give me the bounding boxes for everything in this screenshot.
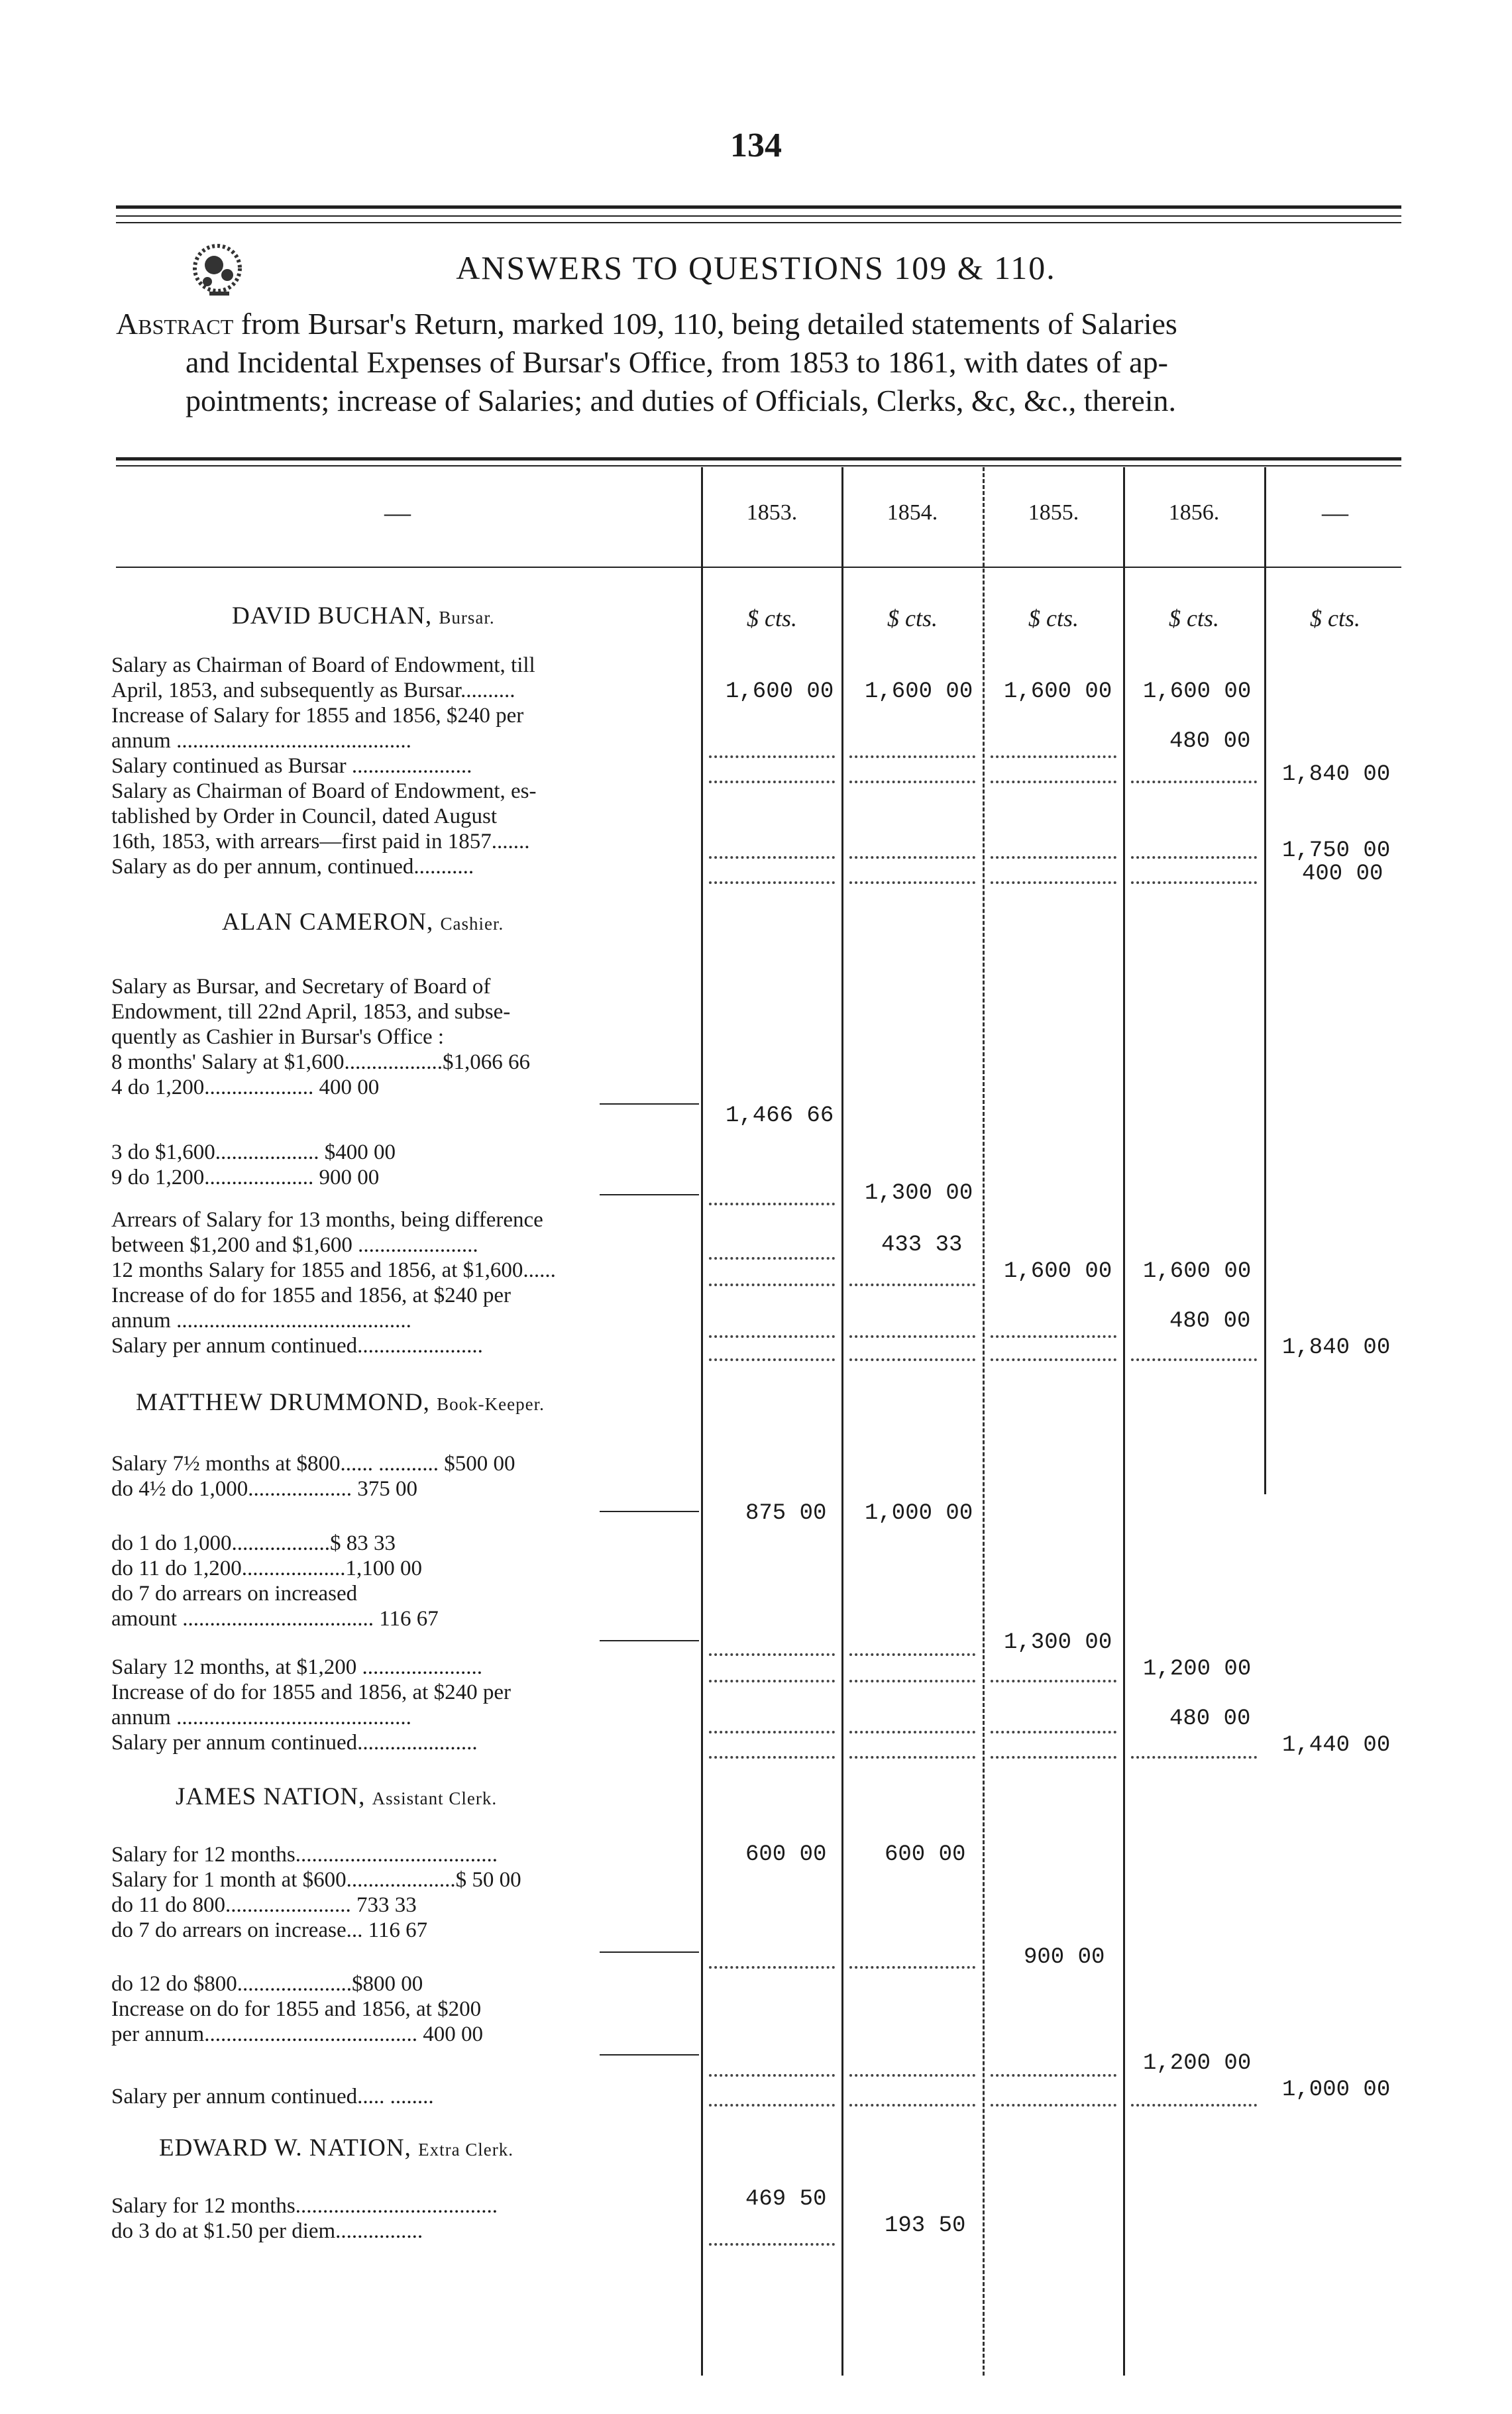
leader-dots — [849, 881, 975, 884]
subtotal-rule — [600, 1194, 699, 1195]
buchan-line: Salary as do per annum, continued........... — [111, 855, 474, 879]
cameron-1853-value: 1,466 66 — [726, 1103, 834, 1128]
leader-dots — [709, 881, 835, 884]
official-name: ALAN CAMERON, — [222, 908, 434, 936]
james-line: Increase on do for 1855 and 1856, at $200 — [111, 1997, 482, 2021]
leader-dots — [709, 2074, 835, 2077]
leader-dots — [991, 781, 1116, 783]
james-line: Salary for 1 month at $600....................$ 50 00 — [111, 1868, 521, 1892]
james-line: do 11 do 800....................... 733 33 — [111, 1893, 417, 1917]
leader-dots — [849, 1335, 975, 1338]
cameron-1854-value: 1,300 00 — [865, 1181, 973, 1206]
drummond-line: do 11 do 1,200...................1,100 00 — [111, 1557, 423, 1580]
year-header-1854: 1854. — [887, 500, 938, 525]
official-heading-cameron — [222, 908, 504, 936]
leader-dots — [991, 856, 1116, 859]
cameron-line: quently as Cashier in Bursar's Office : — [111, 1025, 445, 1049]
official-name: MATTHEW DRUMMOND, — [136, 1389, 430, 1416]
abstract-line-3: pointments; increase of Salaries; and duties of Officials, Clerks, &c, &c., therein. — [186, 384, 1177, 417]
leader-dots — [991, 1680, 1116, 1682]
leader-dots — [709, 1203, 835, 1205]
cameron-increase-1856: 480 00 — [1169, 1309, 1251, 1334]
leader-dots — [709, 1358, 835, 1361]
col-divider-1854 — [841, 467, 843, 2376]
cameron-1855-value: 1,600 00 — [1004, 1259, 1112, 1284]
james-continued-total: 1,000 00 — [1282, 2077, 1391, 2103]
leader-dots — [849, 2074, 975, 2077]
buchan-continued-total: 1,840 00 — [1282, 762, 1391, 787]
cameron-line: Salary per annum continued....................... — [111, 1334, 483, 1358]
drummond-1856-value: 1,200 00 — [1143, 1657, 1252, 1682]
edward-line: do 3 do at $1.50 per diem................ — [111, 2219, 423, 2243]
leader-dots — [1131, 2104, 1257, 2107]
cameron-line: Increase of do for 1855 and 1856, at $240 per — [111, 1284, 511, 1307]
drummond-line: do 1 do 1,000..................$ 83 33 — [111, 1531, 396, 1555]
drummond-line: Salary 7½ months at $800...... ........... $500 00 — [111, 1452, 515, 1476]
james-1855-value: 900 00 — [1024, 1945, 1105, 1970]
official-heading-buchan — [232, 602, 495, 630]
col-divider-total — [1264, 467, 1266, 1494]
subtotal-rule — [600, 1951, 699, 1953]
official-name: EDWARD W. NATION, — [159, 2134, 411, 2162]
buchan-line: tablished by Order in Council, dated August — [111, 804, 497, 828]
unit-label-1855: $ cts. — [1028, 605, 1079, 631]
subtotal-rule — [600, 1640, 699, 1641]
leader-dots — [709, 856, 835, 859]
leader-dots — [849, 755, 975, 758]
drummond-1855-value: 1,300 00 — [1004, 1630, 1112, 1655]
cameron-1856-value: 1,600 00 — [1143, 1259, 1252, 1284]
buchan-1853-value: 1,600 00 — [726, 679, 834, 704]
buchan-endowment-total: 1,750 00 — [1282, 838, 1391, 863]
abstract-paragraph — [116, 305, 1401, 420]
drummond-line: do 4½ do 1,000................... 375 00 — [111, 1477, 417, 1501]
buchan-line: 16th, 1853, with arrears—first paid in 1857....... — [111, 830, 530, 853]
james-line: do 7 do arrears on increase... 116 67 — [111, 1918, 428, 1942]
leader-dots — [709, 1653, 835, 1656]
top-rule-thin-2 — [116, 222, 1401, 223]
subtotal-rule — [600, 1103, 699, 1105]
cameron-line: 12 months Salary for 1855 and 1856, at $1,600...... — [111, 1258, 556, 1282]
buchan-line: Salary continued as Bursar ...................... — [111, 754, 472, 778]
james-line: Salary for 12 months..................................... — [111, 1843, 498, 1867]
drummond-1853-value: 875 00 — [745, 1501, 827, 1526]
buchan-line: Salary as Chairman of Board of Endowment, es- — [111, 779, 537, 803]
top-rule-thin — [116, 215, 1401, 217]
drummond-line: amount ................................... 116 67 — [111, 1607, 439, 1631]
drummond-continued-total: 1,440 00 — [1282, 1733, 1391, 1758]
leader-dots — [709, 1966, 835, 1969]
drummond-line: Salary per annum continued...................... — [111, 1731, 478, 1755]
official-role: Book-Keeper. — [437, 1394, 545, 1414]
year-header-1856: 1856. — [1168, 500, 1220, 525]
leader-dots — [849, 1731, 975, 1733]
year-header-1853: 1853. — [746, 500, 798, 525]
leader-dots — [991, 1756, 1116, 1759]
buchan-line: Salary as Chairman of Board of Endowment, till — [111, 653, 535, 677]
james-line: per annum....................................... 400 00 — [111, 2022, 483, 2046]
unit-label-1856: $ cts. — [1169, 605, 1219, 631]
leader-dots — [1131, 1358, 1257, 1361]
leader-dots — [849, 781, 975, 783]
leader-dots — [709, 1731, 835, 1733]
official-role: Cashier. — [440, 914, 504, 934]
leader-dots — [849, 1653, 975, 1656]
leader-dots — [709, 781, 835, 783]
james-1856-value: 1,200 00 — [1143, 2051, 1252, 2076]
leader-dots — [709, 1257, 835, 1260]
official-heading-edward-nation — [159, 2134, 513, 2162]
unit-label-1853: $ cts. — [747, 605, 797, 631]
buchan-endowment-annual: 400 00 — [1302, 861, 1383, 887]
leader-dots — [709, 1680, 835, 1682]
leader-dots — [849, 1756, 975, 1759]
drummond-1854-value: 1,000 00 — [865, 1501, 973, 1526]
col-divider-1855 — [983, 467, 985, 2376]
james-1854-value: 600 00 — [885, 1842, 966, 1867]
description-column-header: — — [384, 498, 411, 527]
leader-dots — [709, 755, 835, 758]
table-top-rule-2 — [116, 465, 1401, 466]
buchan-1854-value: 1,600 00 — [865, 679, 973, 704]
leader-dots — [1131, 881, 1257, 884]
drummond-line: Salary 12 months, at $1,200 ...................... — [111, 1655, 483, 1679]
cameron-line: 9 do 1,200.................... 900 00 — [111, 1166, 380, 1189]
buchan-line: Increase of Salary for 1855 and 1856, $240 per — [111, 704, 524, 728]
cameron-line: Salary as Bursar, and Secretary of Board of — [111, 975, 491, 999]
leader-dots — [991, 755, 1116, 758]
abstract-line-2: and Incidental Expenses of Bursar's Office, from 1853 to 1861, with dates of ap- — [186, 345, 1168, 379]
cameron-line: Endowment, till 22nd April, 1853, and subse- — [111, 1000, 511, 1024]
unit-label-1854: $ cts. — [887, 605, 938, 631]
edward-1854-value: 193 50 — [885, 2213, 966, 2238]
official-heading-james-nation — [176, 1783, 497, 1811]
abstract-lead: Abstract — [116, 307, 234, 341]
leader-dots — [1131, 1756, 1257, 1759]
leader-dots — [991, 1358, 1116, 1361]
leader-dots — [709, 1284, 835, 1286]
official-role: Extra Clerk. — [418, 2140, 514, 2160]
table-top-rule — [116, 457, 1401, 461]
page-number: 134 — [730, 127, 782, 164]
official-name: JAMES NATION, — [176, 1783, 366, 1810]
drummond-line: annum ........................................... — [111, 1706, 411, 1729]
table-header-bottom-rule — [116, 567, 1401, 568]
leader-dots — [1131, 781, 1257, 783]
official-role: Assistant Clerk. — [372, 1788, 498, 1808]
official-heading-drummond — [136, 1388, 545, 1417]
leader-dots — [991, 881, 1116, 884]
subtotal-rule — [600, 1511, 699, 1512]
cameron-line: 4 do 1,200.................... 400 00 — [111, 1075, 380, 1099]
col-divider-1853 — [701, 467, 703, 2376]
buchan-1855-value: 1,600 00 — [1004, 679, 1112, 704]
leader-dots — [849, 856, 975, 859]
cameron-line: Arrears of Salary for 13 months, being difference — [111, 1208, 543, 1232]
buchan-line: April, 1853, and subsequently as Bursar.......... — [111, 679, 515, 702]
unit-label-total: $ cts. — [1310, 605, 1360, 631]
official-name: DAVID BUCHAN, — [232, 602, 433, 630]
official-role: Bursar. — [439, 608, 495, 628]
james-1853-value: 600 00 — [745, 1842, 827, 1867]
james-line: do 12 do $800.....................$800 00 — [111, 1972, 423, 1996]
leader-dots — [849, 1284, 975, 1286]
leader-dots — [991, 2104, 1116, 2107]
section-title: ANSWERS TO QUESTIONS 109 & 110. — [456, 249, 1056, 286]
cameron-1854-arrears: 433 33 — [881, 1233, 963, 1258]
col-divider-1856 — [1123, 467, 1125, 2376]
abstract-line-1: from Bursar's Return, marked 109, 110, being detailed statements of Salaries — [233, 307, 1177, 341]
leader-dots — [709, 1335, 835, 1338]
leader-dots — [1131, 856, 1257, 859]
leader-dots — [849, 1680, 975, 1682]
cameron-line: annum ........................................... — [111, 1309, 411, 1333]
james-line: Salary per annum continued..... ........ — [111, 2085, 434, 2109]
drummond-line: Increase of do for 1855 and 1856, at $240 per — [111, 1680, 511, 1704]
cameron-line: between $1,200 and $1,600 ...................... — [111, 1233, 478, 1257]
total-column-header: — — [1322, 498, 1348, 527]
leader-dots — [991, 1335, 1116, 1338]
leader-dots — [991, 1731, 1116, 1733]
cameron-line: 3 do $1,600................... $400 00 — [111, 1140, 396, 1164]
cameron-line: 8 months' Salary at $1,600..................$1,066 66 — [111, 1050, 530, 1074]
buchan-1856-value: 1,600 00 — [1143, 679, 1252, 704]
subtotal-rule — [600, 2054, 699, 2056]
leader-dots — [709, 2243, 835, 2246]
buchan-increase-1856: 480 00 — [1169, 729, 1251, 754]
cameron-continued-total: 1,840 00 — [1282, 1335, 1391, 1360]
leader-dots — [709, 1756, 835, 1759]
top-rule-thick — [116, 205, 1401, 209]
edward-1853-value: 469 50 — [745, 2187, 827, 2212]
leader-dots — [709, 2104, 835, 2107]
edward-line: Salary for 12 months..................................... — [111, 2194, 498, 2218]
year-header-1855: 1855. — [1028, 500, 1079, 525]
leader-dots — [849, 1966, 975, 1969]
drummond-line: do 7 do arrears on increased — [111, 1582, 358, 1606]
leader-dots — [849, 2104, 975, 2107]
leader-dots — [849, 1358, 975, 1361]
leader-dots — [991, 2074, 1116, 2077]
buchan-line: annum ........................................... — [111, 729, 411, 753]
drummond-increase-1856: 480 00 — [1169, 1706, 1251, 1731]
